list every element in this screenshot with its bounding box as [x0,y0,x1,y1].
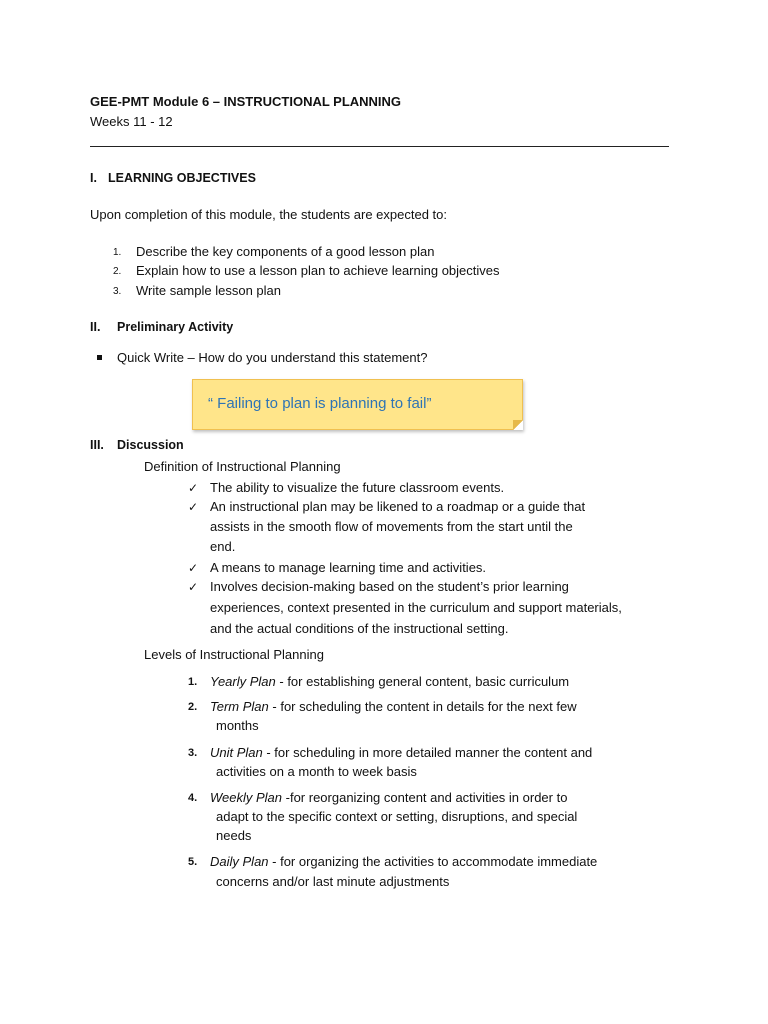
definition-item-cont: end. [210,539,236,554]
definition-item: The ability to visualize the future classroom events. [210,480,505,495]
level-desc: - for establishing general content, basic curriculum [275,674,570,689]
level-item [210,790,567,806]
definition-item: A means to manage learning time and activities. [210,560,487,575]
document-title: GEE-PMT Module 6 – INSTRUCTIONAL PLANNING [90,94,402,109]
header-divider [90,146,669,147]
objective-number: 2. [113,266,122,277]
level-item [210,699,577,715]
section3-heading: Discussion [117,438,184,452]
definition-item-cont: assists in the smooth flow of movements from the start until the [210,519,573,534]
level-item [210,745,592,761]
definition-item: Involves decision-making based on the student’s prior learning [210,579,569,594]
quote-sticky-note [192,379,523,430]
level-desc-cont: concerns and/or last minute adjustments [216,874,450,889]
checkmark-icon: ✓ [188,561,199,575]
section1-numeral: I. [90,171,97,185]
level-desc-cont: needs [216,828,252,843]
objective-item: Describe the key components of a good lesson plan [136,244,435,259]
level-number: 1. [188,676,198,688]
level-number: 5. [188,856,198,868]
checkmark-icon: ✓ [188,500,199,514]
level-desc-cont: activities on a month to week basis [216,764,417,779]
checkmark-icon: ✓ [188,580,199,594]
level-number: 2. [188,701,198,713]
objective-number: 1. [113,247,122,258]
section3-numeral: III. [90,438,104,452]
level-desc: -for reorganizing content and activities in order to [282,790,568,805]
level-number: 3. [188,747,198,759]
quick-write-prompt: Quick Write – How do you understand this statement? [117,350,428,365]
quote-text: “ Failing to plan is planning to fail” [208,395,432,412]
level-item [210,854,597,870]
level-number: 4. [188,792,198,804]
level-name: Unit Plan [210,745,263,760]
section1-heading: LEARNING OBJECTIVES [108,171,256,185]
definition-item-cont: experiences, context presented in the curriculum and support materials, [210,600,622,615]
square-bullet-icon [97,355,102,360]
objectives-intro: Upon completion of this module, the students are expected to: [90,207,447,222]
level-name: Daily Plan [210,854,269,869]
level-desc-cont: months [216,718,259,733]
objective-item: Write sample lesson plan [136,283,281,298]
section2-numeral: II. [90,320,101,334]
levels-heading: Levels of Instructional Planning [144,647,324,662]
definition-heading: Definition of Instructional Planning [144,459,341,474]
level-desc: - for organizing the activities to accommodate immediate [268,854,598,869]
page-curl-icon [513,420,523,430]
objective-item: Explain how to use a lesson plan to achieve learning objectives [136,263,500,278]
level-name: Weekly Plan [210,790,283,805]
level-name: Term Plan [210,699,269,714]
weeks-label: Weeks 11 - 12 [90,114,173,129]
section2-heading: Preliminary Activity [117,320,234,334]
level-desc-cont: adapt to the specific context or setting, disruptions, and special [216,809,578,824]
level-name: Yearly Plan [210,674,276,689]
definition-item-cont: and the actual conditions of the instructional setting. [210,621,509,636]
level-item [210,674,569,690]
definition-item: An instructional plan may be likened to a roadmap or a guide that [210,499,586,514]
objective-number: 3. [113,286,122,297]
level-desc: - for scheduling the content in details for the next few [268,699,577,714]
checkmark-icon: ✓ [188,481,199,495]
level-desc: - for scheduling in more detailed manner the content and [262,745,593,760]
